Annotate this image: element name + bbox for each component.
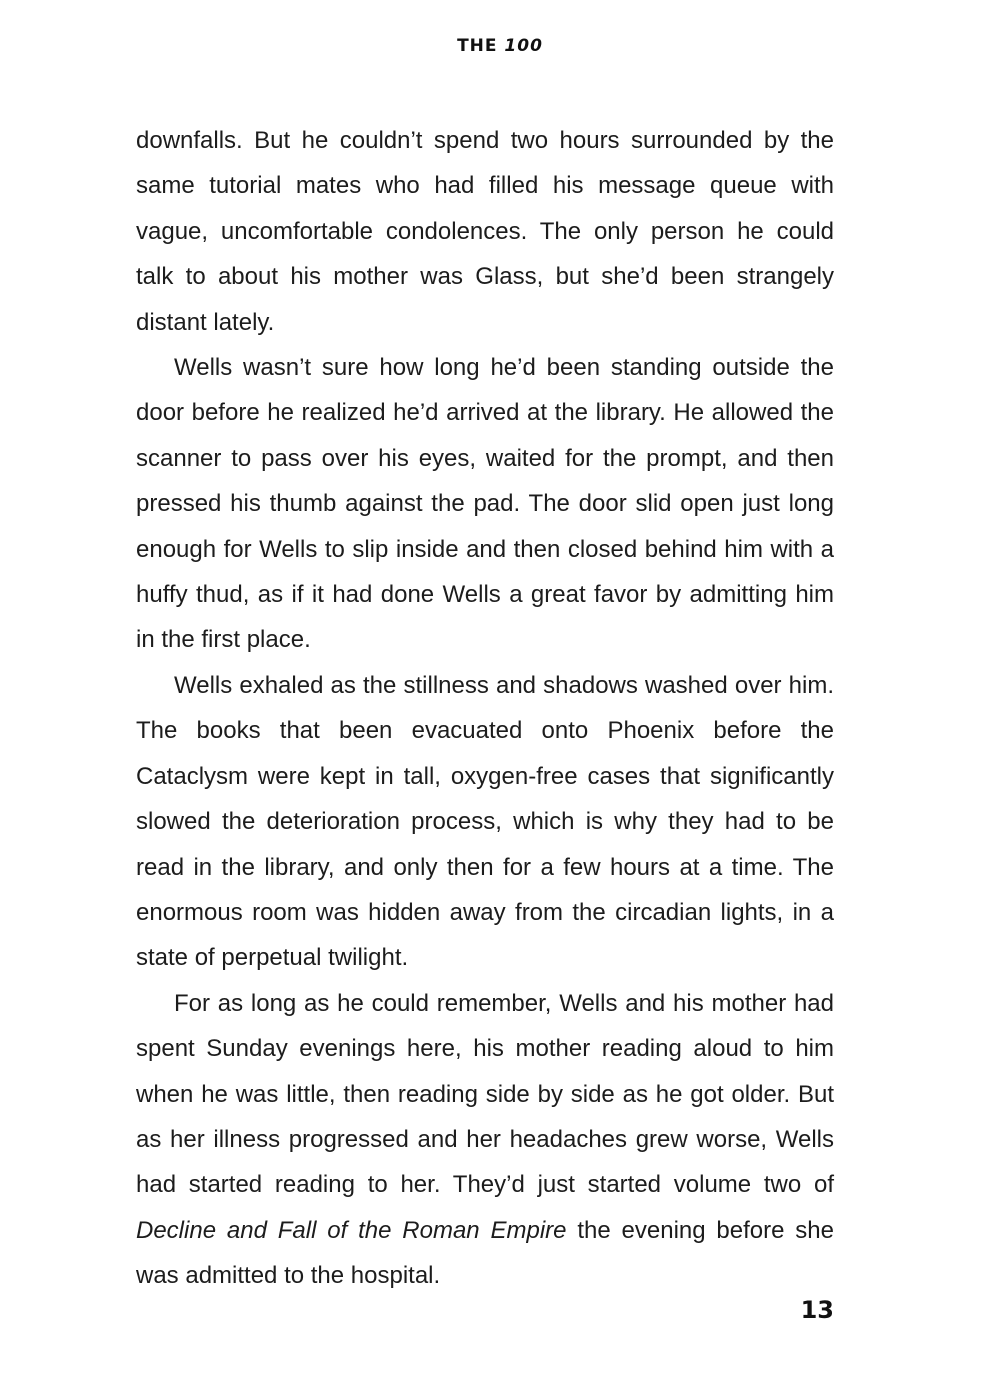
paragraph-4	[136, 981, 834, 1299]
running-head	[0, 36, 1000, 56]
paragraph-4-text-before: For as long as he could remember, Wells and his mother had spent Sunday evenings here, his mother reading aloud to him when he was little, then reading side by side as he got older. But as her illness progressed and her headaches grew worse, Wells had started reading to her. They’d just started volume two of	[136, 989, 834, 1199]
running-head-title: THE	[457, 36, 498, 56]
paragraph-3: Wells exhaled as the stillness and shadows washed over him. The books that been evacuated onto Phoenix before the Cataclysm were kept in tall, oxygen-free cases that significantly slowed the deterioration process, which is why they had to be read in the library, and only then for a few hours at a time. The enormous room was hidden away from the circadian lights, in a state of perpetual twilight.	[136, 671, 834, 972]
paragraph-2: Wells wasn’t sure how long he’d been standing outside the door before he realized he’d arrived at the library. He allowed the scanner to pass over his eyes, waited for the prompt, and then pressed his thumb against the pad. The door slid open just long enough for Wells to slip inside and then closed behind him with a huffy thud, as if it had done Wells a great favor by admitting him in the first place.	[136, 354, 834, 654]
book-title: Decline and Fall of the Roman Empire	[136, 1216, 567, 1244]
running-head-number: 100	[504, 36, 543, 56]
page-number: 13	[800, 1296, 834, 1324]
body-text	[136, 118, 834, 1299]
paragraph-1: downfalls. But he couldn’t spend two hours surrounded by the same tutorial mates who had filled his message queue with vague, uncomfortable condolences. The only person he could talk to about his mother was Glass, but she’d been strangely distant lately.	[136, 127, 834, 336]
paragraph-4-text-after: the evening before she was admitted to the hospital.	[136, 1216, 834, 1290]
